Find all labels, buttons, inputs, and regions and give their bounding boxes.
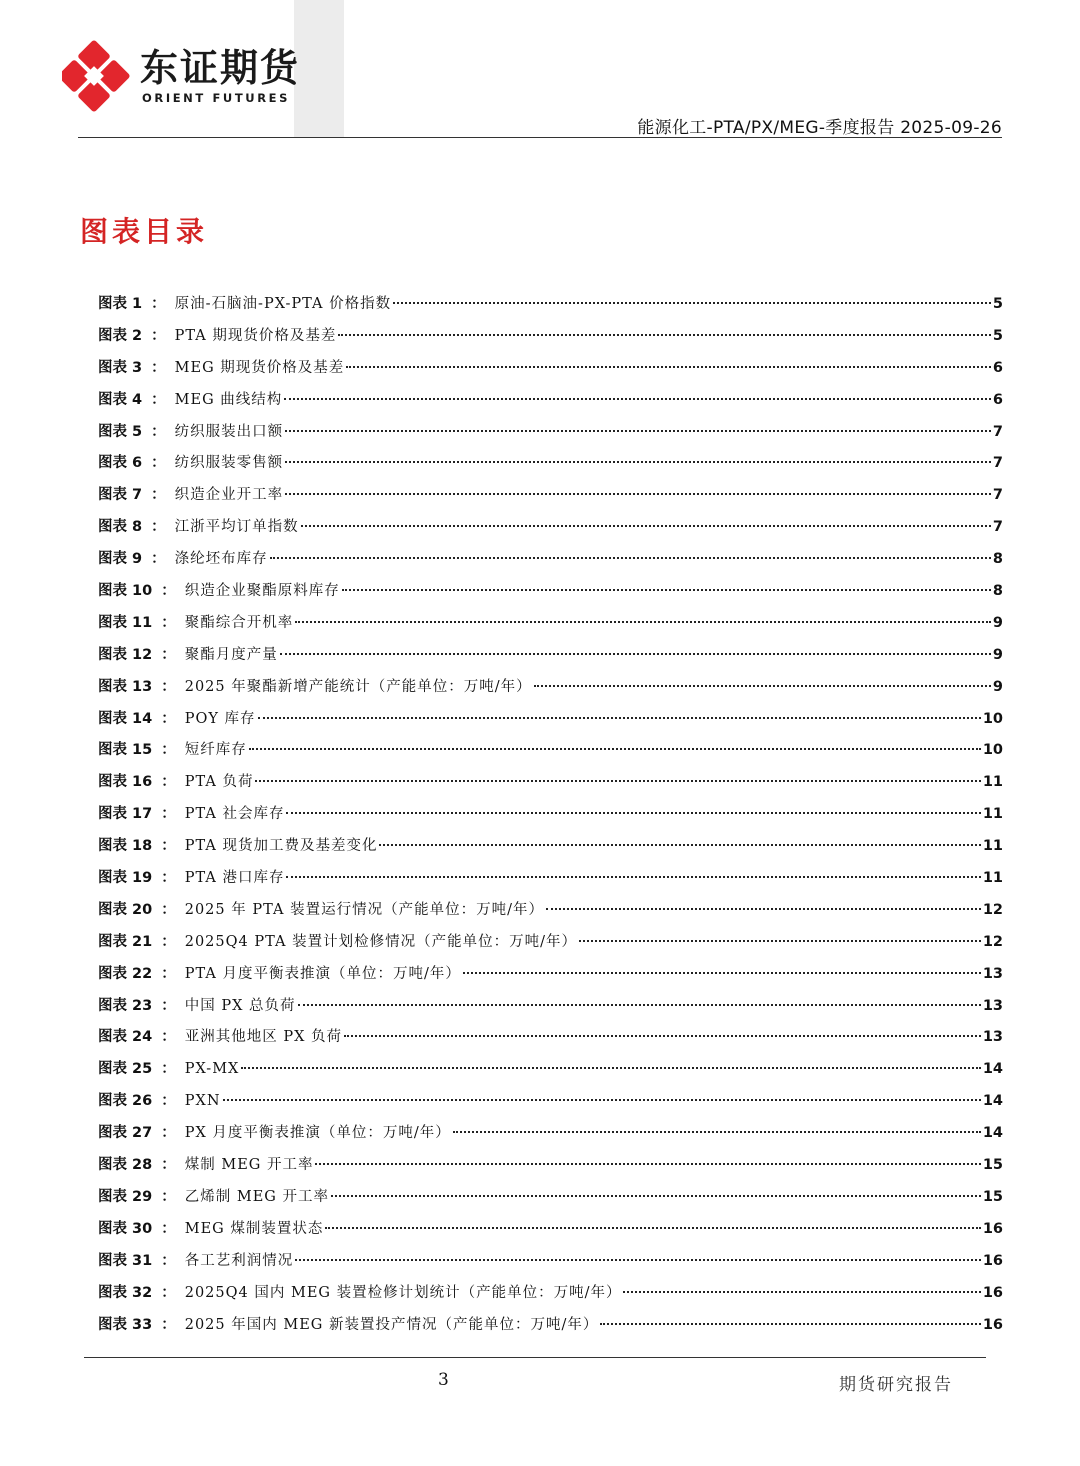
toc-entry-title: 2025Q4 PTA 装置计划检修情况（产能单位：万吨/年） (184, 933, 577, 950)
toc-entry-label: 图表 8 (98, 519, 143, 536)
toc-entry-page: 7 (992, 487, 1003, 504)
toc-entry-page: 16 (982, 1316, 1003, 1333)
toc-entry[interactable] (98, 707, 1003, 739)
toc-entry-leader (453, 1131, 981, 1133)
toc-entry-separator: ： (161, 1060, 176, 1078)
toc-entry-page: 14 (982, 1125, 1003, 1142)
toc-entry-separator: ： (161, 900, 176, 918)
toc-entry-separator: ： (161, 932, 176, 950)
toc-entry-label: 图表 12 (98, 646, 153, 663)
toc-entry[interactable] (98, 1121, 1003, 1153)
toc-entry-page: 6 (992, 391, 1003, 408)
toc-entry-separator: ： (161, 996, 176, 1014)
toc-entry-page: 9 (992, 614, 1003, 631)
toc-entry-page: 11 (982, 774, 1003, 791)
toc-entry-separator: ： (161, 1124, 176, 1142)
toc-entry-label: 图表 14 (98, 710, 153, 727)
footer-divider (84, 1357, 986, 1358)
toc-entry[interactable] (98, 451, 1003, 483)
toc-entry-label: 图表 31 (98, 1252, 153, 1269)
toc-entry-label: 图表 3 (98, 359, 143, 376)
toc-entry[interactable] (98, 866, 1003, 898)
toc-entry[interactable] (98, 675, 1003, 707)
toc-entry-leader (241, 1067, 980, 1069)
toc-entry-label: 图表 18 (98, 838, 153, 855)
toc-entry-label: 图表 4 (98, 391, 143, 408)
toc-entry[interactable] (98, 515, 1003, 547)
toc-entry[interactable] (98, 643, 1003, 675)
toc-entry[interactable] (98, 1153, 1003, 1185)
toc-entry-separator: ： (161, 1187, 176, 1205)
toc-entry-page: 5 (992, 296, 1003, 312)
toc-entry-label: 图表 1 (98, 296, 143, 312)
toc-entry-title: 煤制 MEG 开工率 (184, 1157, 314, 1174)
toc-entry[interactable] (98, 420, 1003, 452)
toc-entry-label: 图表 19 (98, 870, 153, 887)
logo-mark-icon (62, 40, 134, 112)
toc-entry-title: 聚酯综合开机率 (184, 614, 294, 631)
toc-entry-page: 9 (992, 678, 1003, 695)
toc-entry-title: 中国 PX 总负荷 (184, 997, 296, 1014)
toc-entry-title: 亚洲其他地区 PX 负荷 (184, 1029, 343, 1046)
toc-entry-label: 图表 20 (98, 901, 153, 918)
toc-entry-leader (344, 1035, 981, 1037)
toc-entry-label: 图表 9 (98, 551, 143, 568)
toc-entry-separator: ： (161, 582, 176, 600)
toc-entry-page: 14 (982, 1093, 1003, 1110)
toc-entry-page: 6 (992, 359, 1003, 376)
toc-entry[interactable] (98, 356, 1003, 388)
footer-page-number: 3 (438, 1370, 449, 1390)
toc-entry-title: PX-MX (184, 1061, 240, 1078)
toc-entry-title: 聚酯月度产量 (184, 646, 278, 663)
toc-entry[interactable] (98, 994, 1003, 1026)
logo-chinese-name: 东证期货 (140, 46, 301, 90)
toc-entry-leader (285, 461, 991, 463)
toc-entry-title: 2025 年国内 MEG 新装置投产情况（产能单位：万吨/年） (184, 1316, 599, 1333)
toc-entry[interactable] (98, 1057, 1003, 1089)
toc-entry-separator: ： (151, 486, 166, 504)
toc-entry-leader (534, 685, 991, 687)
toc-entry-leader (325, 1227, 980, 1229)
toc-entry-title: 涤纶坯布库存 (174, 551, 268, 568)
toc-entry-title: PTA 现货加工费及基差变化 (184, 838, 378, 855)
toc-entry-page: 13 (982, 965, 1003, 982)
toc-entry[interactable] (98, 292, 1003, 324)
toc-entry-leader (331, 1195, 981, 1197)
toc-entry-leader (298, 1004, 981, 1006)
toc-entry-label: 图表 24 (98, 1029, 153, 1046)
toc-entry-leader (579, 940, 981, 942)
table-of-figures (98, 292, 1003, 1344)
toc-entry-label: 图表 22 (98, 965, 153, 982)
toc-entry-title: PTA 月度平衡表推演（单位：万吨/年） (184, 965, 461, 982)
toc-entry-leader (463, 972, 981, 974)
toc-entry-page: 11 (982, 870, 1003, 887)
toc-entry-page: 16 (982, 1284, 1003, 1301)
toc-entry[interactable] (98, 324, 1003, 356)
page-title: 图表目录 (80, 215, 209, 248)
toc-entry-leader (338, 334, 991, 336)
toc-entry-label: 图表 29 (98, 1188, 153, 1205)
toc-entry-label: 图表 6 (98, 455, 143, 472)
toc-entry[interactable] (98, 483, 1003, 515)
toc-entry-title: PTA 期现货价格及基差 (174, 327, 337, 344)
footer-label: 期货研究报告 (839, 1375, 953, 1395)
toc-entry-separator: ： (161, 741, 176, 759)
toc-entry-label: 图表 11 (98, 614, 153, 631)
toc-entry[interactable] (98, 834, 1003, 866)
toc-entry-title: PTA 负荷 (184, 774, 254, 791)
toc-entry-leader (600, 1323, 980, 1325)
toc-entry-label: 图表 15 (98, 742, 153, 759)
toc-entry-leader (295, 1259, 981, 1261)
toc-entry-page: 7 (992, 423, 1003, 440)
toc-entry-title: 江浙平均订单指数 (174, 519, 299, 536)
toc-entry-separator: ： (161, 1092, 176, 1110)
toc-entry-page: 8 (992, 583, 1003, 600)
toc-entry-title: PXN (184, 1093, 221, 1110)
toc-entry-label: 图表 17 (98, 806, 153, 823)
toc-entry[interactable] (98, 962, 1003, 994)
toc-entry-separator: ： (151, 454, 166, 472)
toc-entry-leader (286, 812, 980, 814)
toc-entry-leader (546, 908, 981, 910)
toc-entry-page: 7 (992, 519, 1003, 536)
toc-entry-separator: ： (161, 1315, 176, 1333)
toc-entry[interactable] (98, 1185, 1003, 1217)
toc-entry-title: 2025 年 PTA 装置运行情况（产能单位：万吨/年） (184, 901, 544, 918)
toc-entry-separator: ： (161, 1219, 176, 1237)
toc-entry-leader (286, 876, 980, 878)
toc-entry-title: POY 库存 (184, 710, 256, 727)
toc-entry-title: PTA 港口库存 (184, 870, 285, 887)
toc-entry-leader (295, 621, 991, 623)
toc-entry-separator: ： (151, 518, 166, 536)
toc-entry[interactable] (98, 1217, 1003, 1249)
toc-entry-title: 织造企业开工率 (174, 487, 284, 504)
toc-entry-page: 12 (982, 901, 1003, 918)
toc-entry-page: 16 (982, 1252, 1003, 1269)
toc-entry-label: 图表 32 (98, 1284, 153, 1301)
toc-entry-separator: ： (151, 295, 166, 312)
toc-entry-leader (284, 398, 991, 400)
toc-entry-page: 13 (982, 997, 1003, 1014)
toc-entry-label: 图表 30 (98, 1220, 153, 1237)
toc-entry-label: 图表 23 (98, 997, 153, 1014)
toc-entry-separator: ： (161, 1251, 176, 1269)
toc-entry-page: 8 (992, 551, 1003, 568)
toc-entry-page: 13 (982, 1029, 1003, 1046)
toc-entry[interactable] (98, 802, 1003, 834)
toc-entry-title: 2025Q4 国内 MEG 装置检修计划统计（产能单位：万吨/年） (184, 1284, 622, 1301)
toc-entry-title: 各工艺利润情况 (184, 1252, 294, 1269)
toc-entry-page: 14 (982, 1061, 1003, 1078)
toc-entry-separator: ： (151, 422, 166, 440)
toc-entry-label: 图表 10 (98, 583, 153, 600)
toc-entry-leader (249, 748, 981, 750)
toc-entry-separator: ： (161, 869, 176, 887)
toc-entry-label: 图表 27 (98, 1125, 153, 1142)
toc-entry-separator: ： (151, 358, 166, 376)
toc-entry-title: 纺织服装零售额 (174, 455, 284, 472)
toc-entry-leader (255, 780, 980, 782)
toc-entry[interactable] (98, 770, 1003, 802)
toc-entry[interactable] (98, 1089, 1003, 1121)
header-divider (78, 137, 1002, 138)
toc-entry-title: MEG 曲线结构 (174, 391, 283, 408)
toc-entry-label: 图表 25 (98, 1061, 153, 1078)
toc-entry-leader (223, 1099, 981, 1101)
company-logo (62, 40, 302, 112)
toc-entry[interactable] (98, 930, 1003, 962)
toc-entry-separator: ： (161, 773, 176, 791)
toc-entry-leader (285, 430, 991, 432)
toc-entry-page: 10 (982, 742, 1003, 759)
toc-entry-page: 7 (992, 455, 1003, 472)
toc-entry-label: 图表 33 (98, 1316, 153, 1333)
toc-entry-leader (393, 302, 991, 304)
toc-entry-separator: ： (161, 1156, 176, 1174)
toc-entry-page: 10 (982, 710, 1003, 727)
toc-entry-separator: ： (151, 326, 166, 344)
toc-entry-title: 短纤库存 (184, 742, 247, 759)
toc-entry-label: 图表 21 (98, 933, 153, 950)
toc-entry-leader (280, 653, 991, 655)
toc-entry-label: 图表 13 (98, 678, 153, 695)
toc-entry-title: 2025 年聚酯新增产能统计（产能单位：万吨/年） (184, 678, 532, 695)
toc-entry-leader (301, 525, 991, 527)
toc-entry-separator: ： (161, 677, 176, 695)
toc-entry[interactable] (98, 547, 1003, 579)
toc-entry-label: 图表 2 (98, 327, 143, 344)
toc-entry[interactable] (98, 1313, 1003, 1345)
toc-entry[interactable] (98, 898, 1003, 930)
toc-entry-leader (342, 589, 991, 591)
toc-entry-title: 纺织服装出口额 (174, 423, 284, 440)
toc-entry-label: 图表 28 (98, 1157, 153, 1174)
toc-entry[interactable] (98, 388, 1003, 420)
toc-entry-leader (315, 1163, 980, 1165)
toc-entry-label: 图表 7 (98, 487, 143, 504)
toc-entry-leader (623, 1291, 980, 1293)
toc-entry-page: 12 (982, 933, 1003, 950)
toc-entry[interactable] (98, 738, 1003, 770)
toc-entry-separator: ： (161, 964, 176, 982)
toc-entry-separator: ： (161, 1028, 176, 1046)
toc-entry-leader (270, 557, 991, 559)
toc-entry[interactable] (98, 611, 1003, 643)
toc-entry-label: 图表 26 (98, 1093, 153, 1110)
toc-entry-title: PX 月度平衡表推演（单位：万吨/年） (184, 1125, 451, 1142)
toc-entry-page: 11 (982, 806, 1003, 823)
toc-entry-title: MEG 煤制装置状态 (184, 1220, 324, 1237)
toc-entry-title: MEG 期现货价格及基差 (174, 359, 345, 376)
toc-entry-separator: ： (151, 390, 166, 408)
logo-english-name: ORIENT FUTURES (142, 91, 291, 105)
toc-entry-page: 15 (982, 1188, 1003, 1205)
toc-entry-page: 5 (992, 327, 1003, 344)
toc-entry-separator: ： (151, 550, 166, 568)
toc-entry-leader (258, 717, 981, 719)
toc-entry-label: 图表 16 (98, 774, 153, 791)
toc-entry-separator: ： (161, 613, 176, 631)
toc-entry-label: 图表 5 (98, 423, 143, 440)
toc-entry-title: PTA 社会库存 (184, 806, 285, 823)
toc-entry-leader (285, 493, 991, 495)
toc-entry[interactable] (98, 1281, 1003, 1313)
toc-entry-title: 乙烯制 MEG 开工率 (184, 1188, 329, 1205)
toc-entry-page: 9 (992, 646, 1003, 663)
toc-entry-page: 15 (982, 1157, 1003, 1174)
toc-entry-separator: ： (161, 1283, 176, 1301)
toc-entry-leader (346, 366, 991, 368)
report-title: 能源化工-PTA/PX/MEG-季度报告 2025-09-26 (637, 118, 1002, 138)
toc-entry-title: 原油-石脑油-PX-PTA 价格指数 (174, 296, 392, 312)
toc-entry-separator: ： (161, 709, 176, 727)
toc-entry-page: 11 (982, 838, 1003, 855)
toc-entry[interactable] (98, 1249, 1003, 1281)
toc-entry-separator: ： (161, 645, 176, 663)
toc-entry-leader (379, 844, 980, 846)
toc-entry[interactable] (98, 1025, 1003, 1057)
toc-entry-separator: ： (161, 837, 176, 855)
toc-entry-page: 16 (982, 1220, 1003, 1237)
toc-entry[interactable] (98, 579, 1003, 611)
toc-entry-title: 织造企业聚酯原料库存 (184, 583, 340, 600)
toc-entry-separator: ： (161, 805, 176, 823)
